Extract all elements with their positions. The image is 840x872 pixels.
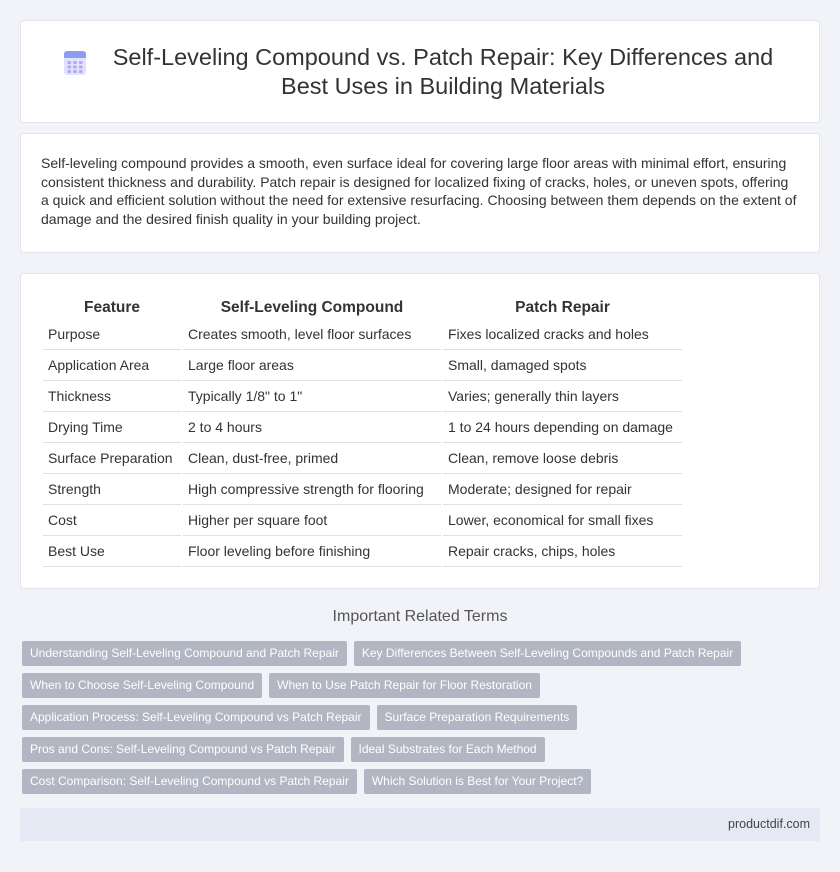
table-cell: Higher per square foot bbox=[183, 505, 441, 536]
footer bbox=[20, 808, 820, 841]
table-row bbox=[43, 319, 682, 350]
table-row bbox=[43, 474, 682, 505]
related-terms-heading: Important Related Terms bbox=[332, 608, 508, 625]
related-term-tag[interactable]: Pros and Cons: Self-Leveling Compound vs Patch Repair bbox=[22, 737, 344, 762]
table-row bbox=[43, 412, 682, 443]
intro-card bbox=[20, 133, 820, 253]
header-card bbox=[20, 20, 820, 123]
table-row bbox=[43, 381, 682, 412]
tag-row bbox=[22, 705, 812, 731]
table-cell: Lower, economical for small fixes bbox=[443, 505, 682, 536]
column-header-feature: Feature bbox=[84, 298, 140, 316]
table-cell: Floor leveling before finishing bbox=[183, 536, 441, 567]
related-term-tag[interactable]: Surface Preparation Requirements bbox=[377, 705, 578, 730]
table-cell: High compressive strength for flooring bbox=[183, 474, 441, 505]
related-term-tag[interactable]: Ideal Substrates for Each Method bbox=[351, 737, 545, 762]
related-term-tag[interactable]: When to Use Patch Repair for Floor Restoration bbox=[269, 673, 540, 698]
table-cell: Repair cracks, chips, holes bbox=[443, 536, 682, 567]
table-row bbox=[43, 536, 682, 567]
related-term-tag[interactable]: Understanding Self-Leveling Compound and Patch Repair bbox=[22, 641, 347, 666]
table-cell: Thickness bbox=[43, 381, 181, 412]
table-cell: 2 to 4 hours bbox=[183, 412, 441, 443]
table-cell: Strength bbox=[43, 474, 181, 505]
table-cell: Drying Time bbox=[43, 412, 181, 443]
tag-row bbox=[22, 769, 812, 795]
tag-row bbox=[22, 641, 812, 667]
related-terms-list bbox=[22, 641, 812, 801]
table-header-row bbox=[43, 296, 682, 319]
intro-text: Self-leveling compound provides a smooth, even surface ideal for covering large floor areas with minimal effort, ensuring consistent thickness and durability. Patch repair is designed for localized fixing of cracks, holes, or uneven spots, offering a quick and efficient solution without the need for extensive resurfacing. Choosing between them depends on the extent of damage and the desired finish quality in your building project. bbox=[41, 155, 797, 227]
table-cell: Varies; generally thin layers bbox=[443, 381, 682, 412]
page-title: Self-Leveling Compound vs. Patch Repair: Key Differences and Best Uses in Building Materials bbox=[112, 43, 774, 99]
tag-row bbox=[22, 673, 812, 699]
table-cell: Typically 1/8" to 1" bbox=[183, 381, 441, 412]
table-cell: Purpose bbox=[43, 319, 181, 350]
table-cell: 1 to 24 hours depending on damage bbox=[443, 412, 682, 443]
table-cell: Best Use bbox=[43, 536, 181, 567]
calculator-icon bbox=[61, 49, 89, 77]
tag-row bbox=[22, 737, 812, 763]
table-cell: Small, damaged spots bbox=[443, 350, 682, 381]
related-term-tag[interactable]: Cost Comparison: Self-Leveling Compound vs Patch Repair bbox=[22, 769, 357, 794]
related-term-tag[interactable]: Application Process: Self-Leveling Compound vs Patch Repair bbox=[22, 705, 370, 730]
comparison-table-card bbox=[20, 273, 820, 589]
table-row bbox=[43, 505, 682, 536]
related-term-tag[interactable]: Key Differences Between Self-Leveling Compounds and Patch Repair bbox=[354, 641, 741, 666]
table-cell: Clean, dust-free, primed bbox=[183, 443, 441, 474]
table-cell: Cost bbox=[43, 505, 181, 536]
related-term-tag[interactable]: When to Choose Self-Leveling Compound bbox=[22, 673, 262, 698]
table-cell: Moderate; designed for repair bbox=[443, 474, 682, 505]
table-row bbox=[43, 443, 682, 474]
table-cell: Large floor areas bbox=[183, 350, 441, 381]
table-cell: Surface Preparation bbox=[43, 443, 181, 474]
table-cell: Clean, remove loose debris bbox=[443, 443, 682, 474]
related-term-tag[interactable]: Which Solution is Best for Your Project? bbox=[364, 769, 591, 794]
column-header-self-leveling: Self-Leveling Compound bbox=[220, 298, 404, 316]
table-cell: Creates smooth, level floor surfaces bbox=[183, 319, 441, 350]
table-cell: Fixes localized cracks and holes bbox=[443, 319, 682, 350]
footer-site-link[interactable]: productdif.com bbox=[728, 817, 810, 831]
table-cell: Application Area bbox=[43, 350, 181, 381]
comparison-table bbox=[41, 296, 684, 567]
column-header-patch-repair: Patch Repair bbox=[515, 298, 610, 316]
table-row bbox=[43, 350, 682, 381]
